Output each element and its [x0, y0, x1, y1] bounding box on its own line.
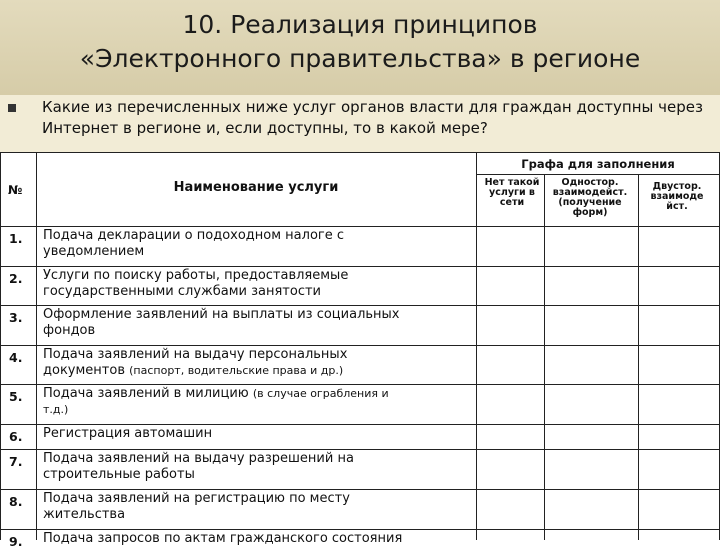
column-header-service-name: Наименование услуги — [173, 180, 339, 195]
table-grid-line — [0, 152, 1, 540]
service-text-line-1: Регистрация автомашин — [43, 426, 213, 441]
table-grid-line — [476, 152, 477, 540]
table-grid-line — [544, 174, 545, 540]
table-row-service — [43, 228, 344, 260]
service-text-line-1: Подача заявлений в милицию — [43, 386, 253, 401]
table-grid-line — [0, 424, 720, 425]
table-row-service — [43, 426, 212, 442]
row-number: 1. — [9, 231, 23, 246]
table-grid-line — [0, 449, 720, 450]
table-grid-line — [0, 489, 720, 490]
question-text: Какие из перечисленных ниже услуг органов власти для граждан доступны через Интернет в регионе и, если доступны, то в какой мере? — [42, 98, 703, 137]
table-grid-line — [0, 226, 720, 227]
service-text-line-1: Подача заявлений на выдачу разрешений на — [43, 451, 354, 466]
table-row-service — [43, 268, 348, 300]
table-grid-line — [0, 305, 720, 306]
service-text-line-1: Услуги по поиску работы, предоставляемые — [43, 268, 349, 283]
table-grid-line — [638, 174, 639, 540]
table-row-service — [43, 347, 347, 379]
row-number: 2. — [9, 271, 23, 286]
row-number: 3. — [9, 310, 23, 325]
table-grid-line — [0, 152, 720, 153]
column-group-header: Графа для заполнения — [521, 157, 675, 171]
service-text-line-1: Оформление заявлений на выплаты из социальных — [43, 307, 400, 322]
row-number: 9. — [9, 534, 23, 549]
table-row-service — [43, 307, 400, 339]
column-header-no-service: Нет такой услуги в сети — [484, 177, 540, 208]
service-text-line-2: фондов — [43, 323, 96, 338]
column-header-one-way: Одностор. взаимодейст. (получение форм) — [552, 177, 628, 218]
service-text-line-2: документов — [43, 363, 130, 378]
service-text-line-2: государственными службами занятости — [43, 284, 321, 299]
row-number: 5. — [9, 389, 23, 404]
title-line-2: «Электронного правительства» в регионе — [79, 44, 641, 73]
table-row-service — [43, 386, 389, 418]
square-bullet-icon — [8, 104, 16, 112]
column-header-two-way: Двустор. взаимоде йст. — [650, 181, 704, 212]
service-text-line-2: уведомлением — [43, 244, 145, 259]
service-note: (в случае ограбления и — [252, 387, 389, 400]
table-row-service — [43, 491, 350, 523]
title-line-1: 10. Реализация принципов — [182, 10, 538, 39]
row-number: 7. — [9, 454, 23, 469]
table-grid-line — [476, 174, 720, 175]
service-text-line-2: жительства — [43, 507, 126, 522]
service-note: т.д.) — [43, 403, 69, 416]
row-number: 6. — [9, 429, 23, 444]
table-grid-line — [0, 384, 720, 385]
table-grid-line — [0, 529, 720, 530]
service-text-line-1: Подача декларации о подоходном налоге с — [43, 228, 345, 243]
service-text-line-1: Подача запросов по актам гражданского состояния — [43, 531, 403, 546]
table-row-service — [43, 531, 402, 547]
table-grid-line — [0, 345, 720, 346]
service-note: (паспорт, водительские права и др.) — [129, 364, 344, 377]
table-grid-line — [0, 266, 720, 267]
service-text-line-1: Подача заявлений на выдачу персональных — [43, 347, 348, 362]
slide-title — [0, 8, 720, 76]
service-text-line-1: Подача заявлений на регистрацию по месту — [43, 491, 350, 506]
column-header-number: № — [8, 183, 23, 197]
row-number: 4. — [9, 350, 23, 365]
table-row-service — [43, 451, 354, 483]
service-text-line-2: строительные работы — [43, 467, 195, 482]
table-grid-line — [36, 152, 37, 540]
row-number: 8. — [9, 494, 23, 509]
